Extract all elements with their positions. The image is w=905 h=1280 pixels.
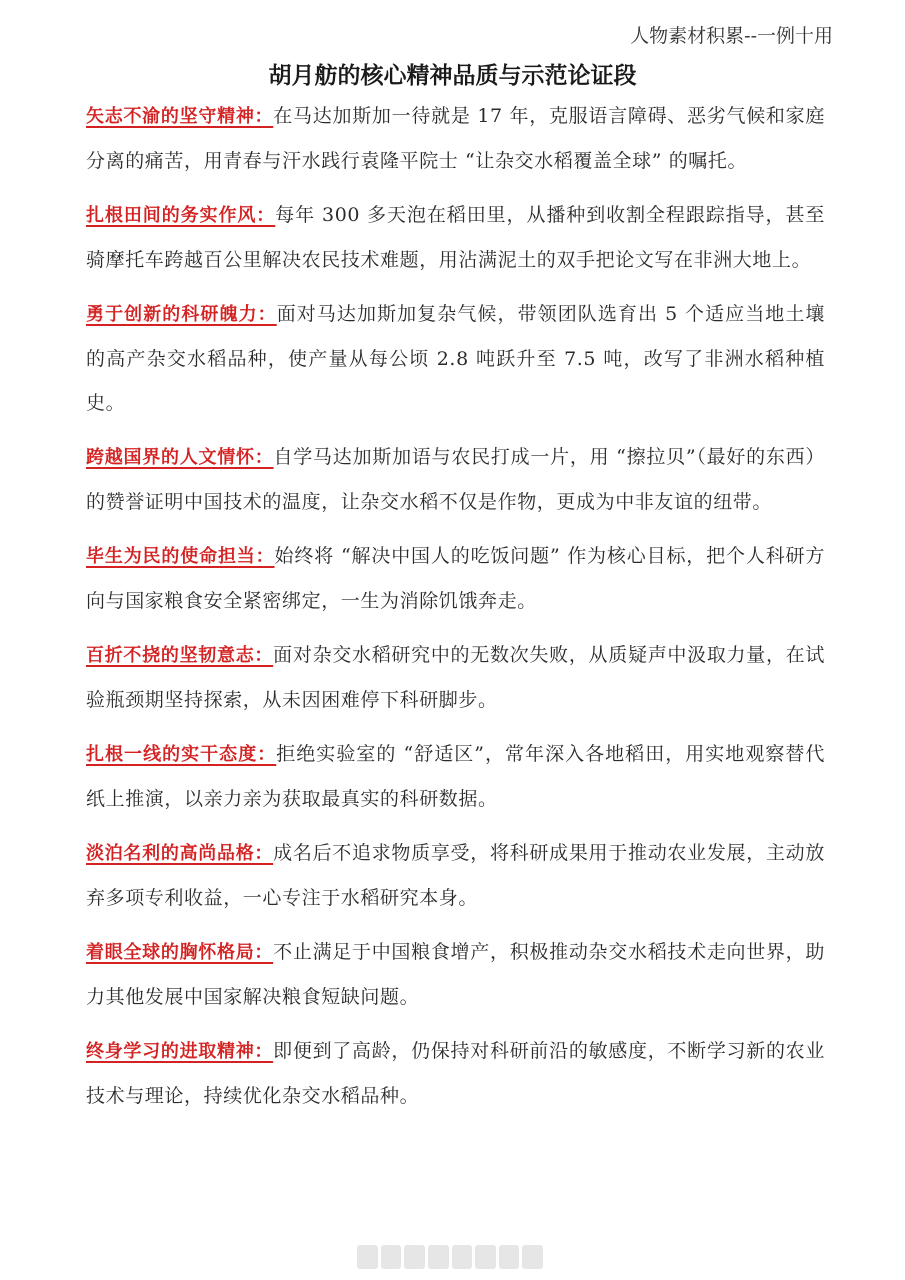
paragraph-text: 拒绝实验室的 “舒适区”，常年深入各地稻田，用实地观察替代纸上推演，以亲力亲为获取最真实的科研数据。 bbox=[86, 743, 825, 810]
paragraph bbox=[86, 930, 825, 1019]
paragraph-lead: 终身学习的进取精神： bbox=[86, 1041, 274, 1062]
paragraph-lead: 扎根田间的务实作风： bbox=[86, 205, 276, 226]
watermark-block bbox=[357, 1245, 378, 1269]
paragraph-text: 在马达加斯加一待就是 17 年，克服语言障碍、恶劣气候和家庭分离的痛苦，用青春与汗水践行袁隆平院士 “让杂交水稻覆盖全球” 的嘱托。 bbox=[86, 105, 825, 172]
paragraph-lead: 矢志不渝的坚守精神： bbox=[86, 106, 274, 127]
paragraph-text: 面对马达加斯加复杂气候，带领团队选育出 5 个适应当地土壤的高产杂交水稻品种，使产量从每公顷 2.8 吨跃升至 7.5 吨，改写了非洲水稻种植史。 bbox=[86, 303, 826, 414]
paragraph-text: 每年 300 多天泡在稻田里，从播种到收割全程跟踪指导，甚至骑摩托车跨越百公里解决农民技术难题，用沾满泥土的双手把论文写在非洲大地上。 bbox=[86, 204, 825, 271]
paragraph bbox=[86, 732, 825, 821]
paragraph-lead: 着眼全球的胸怀格局： bbox=[86, 942, 274, 963]
watermark-block bbox=[428, 1245, 449, 1269]
watermark-block bbox=[404, 1245, 425, 1269]
page-header: 人物素材积累--一例十用 bbox=[630, 25, 833, 47]
watermark-block bbox=[381, 1245, 402, 1269]
paragraph-lead: 百折不挠的坚韧意志： bbox=[86, 645, 274, 666]
page-title: 胡月舫的核心精神品质与示范论证段 bbox=[268, 63, 637, 89]
paragraph-text: 成名后不追求物质享受，将科研成果用于推动农业发展，主动放弃多项专利收益，一心专注于水稻研究本身。 bbox=[86, 842, 825, 909]
footer-watermark-bar bbox=[357, 1245, 543, 1269]
paragraph bbox=[86, 1029, 825, 1118]
paragraph bbox=[86, 633, 825, 722]
paragraph bbox=[86, 831, 825, 920]
paragraph bbox=[86, 193, 825, 282]
paragraph-text: 始终将 “解决中国人的吃饭问题” 作为核心目标，把个人科研方向与国家粮食安全紧密绑定，一生为消除饥饿奔走。 bbox=[86, 545, 825, 612]
paragraph-text: 面对杂交水稻研究中的无数次失败，从质疑声中汲取力量，在试验瓶颈期坚持探索，从未因困难停下科研脚步。 bbox=[86, 644, 825, 711]
paragraph-text: 自学马达加斯加语与农民打成一片，用 “擦拉贝”（最好的东西）的赞誉证明中国技术的温度，让杂交水稻不仅是作物，更成为中非友谊的纽带。 bbox=[86, 446, 825, 513]
paragraph-text: 即便到了高龄，仍保持对科研前沿的敏感度，不断学习新的农业技术与理论，持续优化杂交水稻品种。 bbox=[86, 1040, 825, 1107]
paragraph bbox=[86, 94, 825, 183]
paragraph-lead: 跨越国界的人文情怀： bbox=[86, 447, 274, 468]
paragraph bbox=[86, 534, 825, 623]
paragraph-text: 不止满足于中国粮食增产，积极推动杂交水稻技术走向世界，助力其他发展中国家解决粮食短缺问题。 bbox=[86, 941, 825, 1008]
paragraph-list bbox=[86, 94, 825, 1118]
watermark-block bbox=[452, 1245, 473, 1269]
paragraph-lead: 扎根一线的实干态度： bbox=[86, 744, 277, 765]
watermark-block bbox=[475, 1245, 496, 1269]
paragraph bbox=[86, 292, 825, 425]
watermark-block bbox=[522, 1245, 543, 1269]
watermark-block bbox=[499, 1245, 520, 1269]
paragraph-lead: 淡泊名利的高尚品格： bbox=[86, 843, 274, 864]
paragraph-lead: 毕生为民的使命担当： bbox=[86, 546, 275, 567]
paragraph-lead: 勇于创新的科研魄力： bbox=[86, 304, 277, 325]
paragraph bbox=[86, 435, 825, 524]
